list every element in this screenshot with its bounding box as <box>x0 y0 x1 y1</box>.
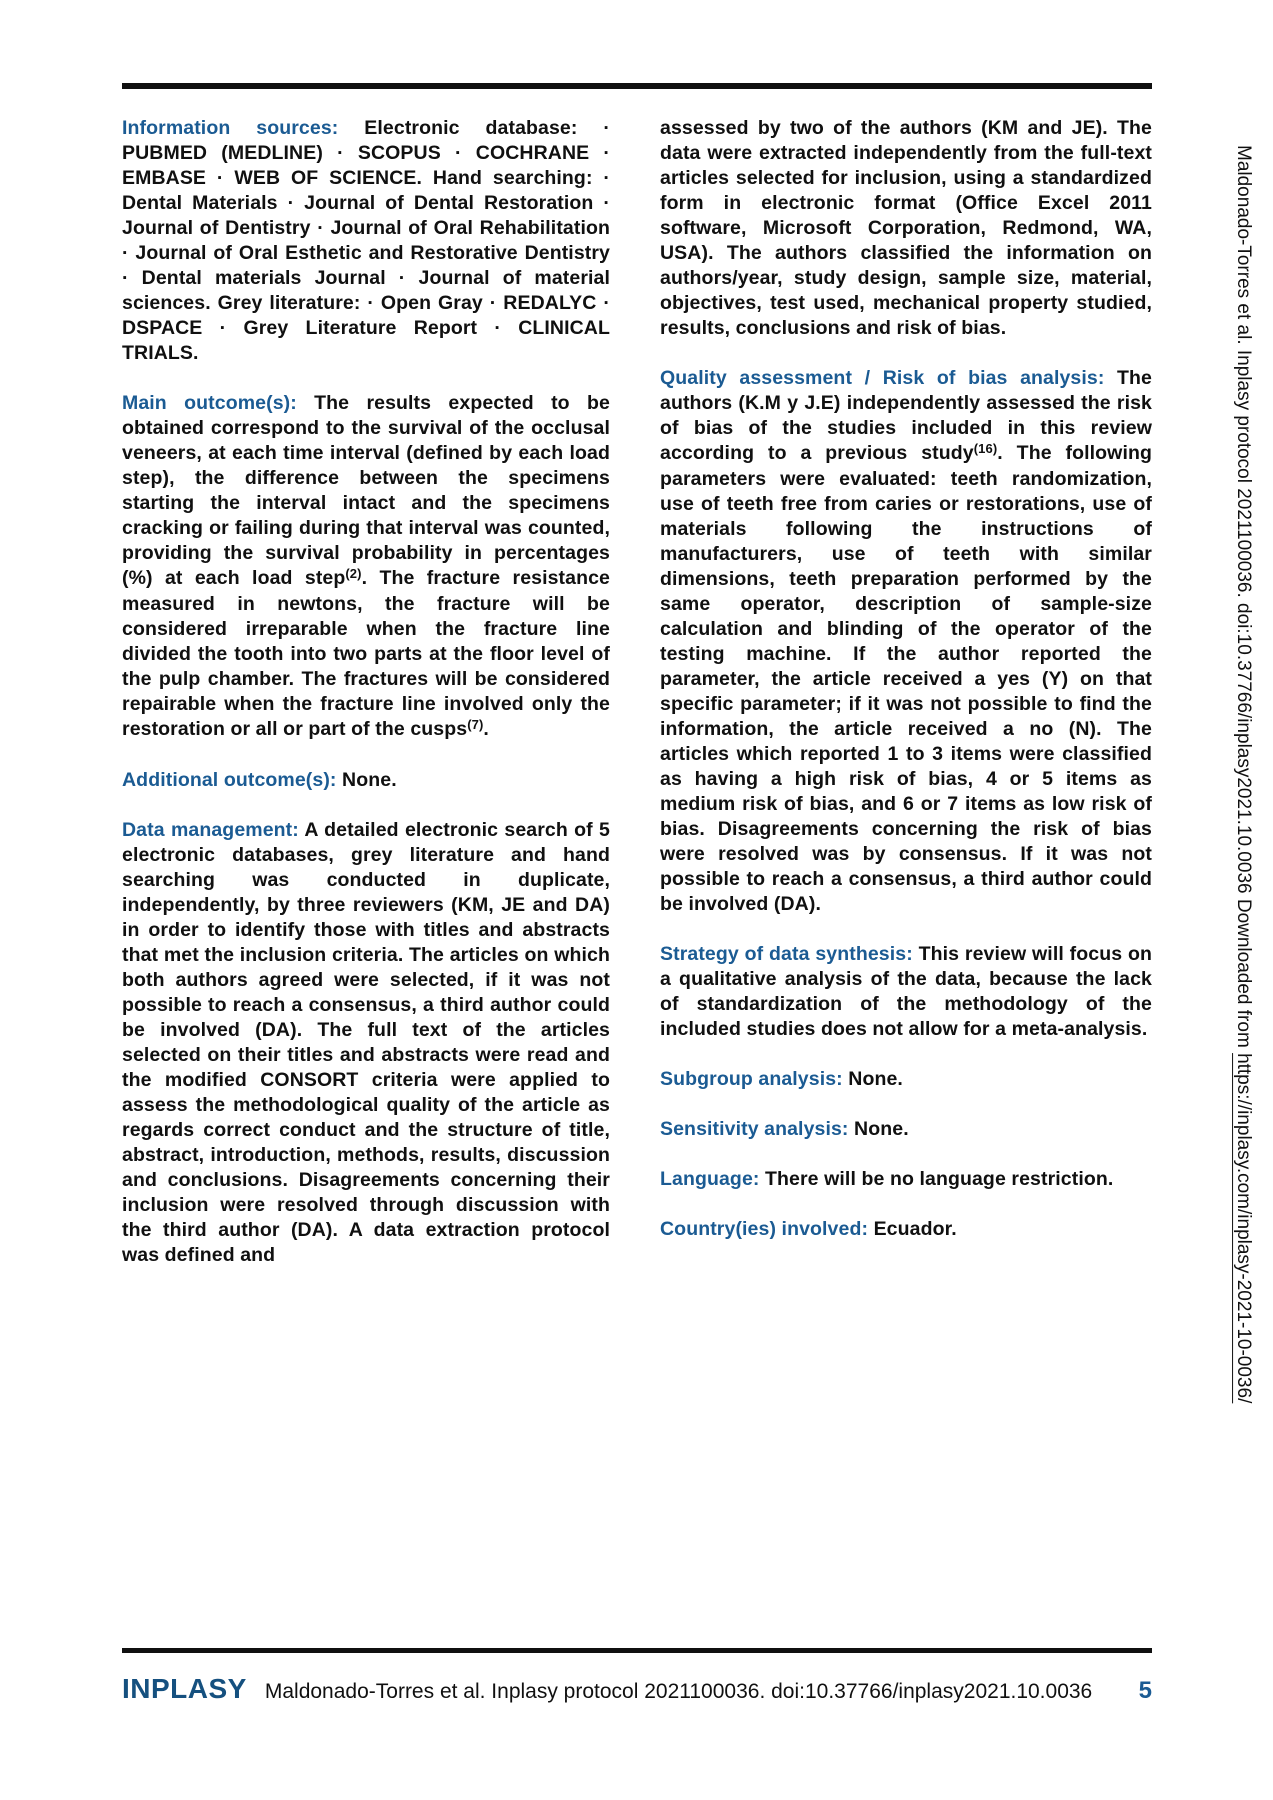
paragraph-text: There will be no language restriction. <box>759 1168 1114 1190</box>
section-label: Main outcome(s): <box>122 392 297 414</box>
paragraph-text: A detailed electronic search of 5 electronic databases, grey literature and hand searching was conducted in duplicate, independently, by three reviewers (KM, JE and DA) in order to identify those with titles and abstracts that met the inclusion criteria. The articles on which both authors agreed were selected, if it was not possible to reach a consensus, a third author could be involved (DA). The full text of the articles selected on their titles and abstracts were read and the modified CONSORT criteria were applied to assess the methodological quality of the article as regards correct conduct and the structure of title, abstract, introduction, methods, results, discussion and conclusions. Disagreements concerning their inclusion were resolved through discussion with the third author (DA). A data extraction protocol was defined and <box>122 819 610 1266</box>
paragraph-text: The results expected to be obtained correspond to the survival of the occlusal veneers, at each time interval (defined by each load step), the difference between the specimens starting the interval intact and the specimens cracking or failing during that interval was counted, providing the survival probability in percentages (%) at each load step <box>122 392 610 589</box>
paragraph <box>122 116 610 366</box>
paragraph-text: Ecuador. <box>868 1218 957 1240</box>
paragraph-text: This review will focus on a qualitative analysis of the data, because the lack of standardization of the methodology of the included studies does not allow for a meta-analysis. <box>660 943 1153 1040</box>
right-column <box>660 116 1152 1242</box>
top-rule <box>122 83 1152 89</box>
paragraph <box>122 391 610 743</box>
section-label: Additional outcome(s): <box>122 769 337 791</box>
section-label: Sensitivity analysis: <box>660 1118 849 1140</box>
left-column <box>122 116 610 1268</box>
paragraph <box>122 768 610 793</box>
paragraph-text: Electronic database: · PUBMED (MEDLINE) · SCOPUS · COCHRANE · EMBASE · WEB OF SCIENCE. Hand searching: · Dental Materials · Journal of Dental Restoration · Journal of Dentistry · Journal of Oral Rehabilitation · Journal of Oral Esthetic and Restorative Dentistry · Dental materials Journal · Journal of material sciences. Grey literature: · Open Gray · REDALYC · DSPACE · Grey Literature Report · CLINICAL TRIALS. <box>122 117 610 364</box>
paragraph-text: assessed by two of the authors (KM and JE). The data were extracted independently from the full-text articles selected for inclusion, using a standardized form in electronic format (Office Excel 2011 software, Microsoft Corporation, Redmond, WA, USA). The authors classified the information on authors/year, study design, sample size, material, objectives, test used, mechanical property studied, results, conclusions and risk of bias. <box>660 117 1152 339</box>
footer <box>122 1673 1152 1705</box>
bottom-rule <box>122 1648 1152 1653</box>
sidebar-citation-text: Maldonado-Torres et al. Inplasy protocol 2021100036. doi:10.37766/inplasy2021.10.0036 Downloaded from <box>1233 145 1254 1054</box>
sidebar-citation <box>1231 145 1255 1403</box>
paragraph <box>660 1217 1152 1242</box>
section-label: Subgroup analysis: <box>660 1068 843 1090</box>
section-label: Quality assessment / Risk of bias analysis: <box>660 367 1105 389</box>
paragraph-text: . <box>483 718 489 740</box>
section-label: Language: <box>660 1168 760 1190</box>
paragraph <box>660 1117 1152 1142</box>
section-label: Strategy of data synthesis: <box>660 943 913 965</box>
paragraph-text: . The following parameters were evaluated: teeth randomization, use of teeth free from caries or restorations, use of materials following the instructions of manufacturers, use of teeth with similar dimensions, teeth preparation performed by the same operator, description of sample-size calculation and blinding of the operator of the testing machine. If the author reported the parameter, the article received a yes (Y) on that specific parameter; if it was not possible to find the information, the article received a no (N). The articles which reported 1 to 3 items were classified as having a high risk of bias, 4 or 5 items as medium risk of bias, and 6 or 7 items as low risk of bias. Disagreements concerning the risk of bias were resolved was by consensus. If it was not possible to reach a consensus, a third author could be involved (DA). <box>660 442 1152 915</box>
paragraph <box>660 1167 1152 1192</box>
sidebar-citation-link[interactable]: https://inplasy.com/inplasy-2021-10-0036/ <box>1233 1053 1254 1404</box>
paragraph-text: None. <box>848 1118 909 1140</box>
paragraph-text: . The fracture resistance measured in newtons, the fracture will be considered irreparable when the fracture line divided the tooth into two parts at the floor level of the pulp chamber. The fractures will be considered repairable when the fracture line involved only the restoration or all or part of the cusps <box>122 567 610 740</box>
paragraph <box>660 366 1152 917</box>
paragraph <box>660 942 1152 1042</box>
paragraph <box>122 818 610 1268</box>
paragraph <box>660 116 1152 341</box>
reference-superscript: (7) <box>467 717 484 732</box>
paragraph-text: None. <box>336 769 397 791</box>
inplasy-logo: INPLASY <box>122 1673 247 1704</box>
page-number: 5 <box>1138 1677 1152 1704</box>
paragraph-text: None. <box>842 1068 903 1090</box>
section-label: Country(ies) involved: <box>660 1218 869 1240</box>
section-label: Data management: <box>122 819 299 841</box>
reference-superscript: (2) <box>345 566 362 581</box>
section-label: Information sources: <box>122 117 339 139</box>
paragraph <box>660 1067 1152 1092</box>
footer-citation: Maldonado-Torres et al. Inplasy protocol 2021100036. doi:10.37766/inplasy2021.10.0036 <box>264 1680 1093 1703</box>
reference-superscript: (16) <box>973 441 998 456</box>
paragraph-text: The authors (K.M y J.E) independently assessed the risk of bias of the studies included in this review according to a previous study <box>660 367 1152 464</box>
